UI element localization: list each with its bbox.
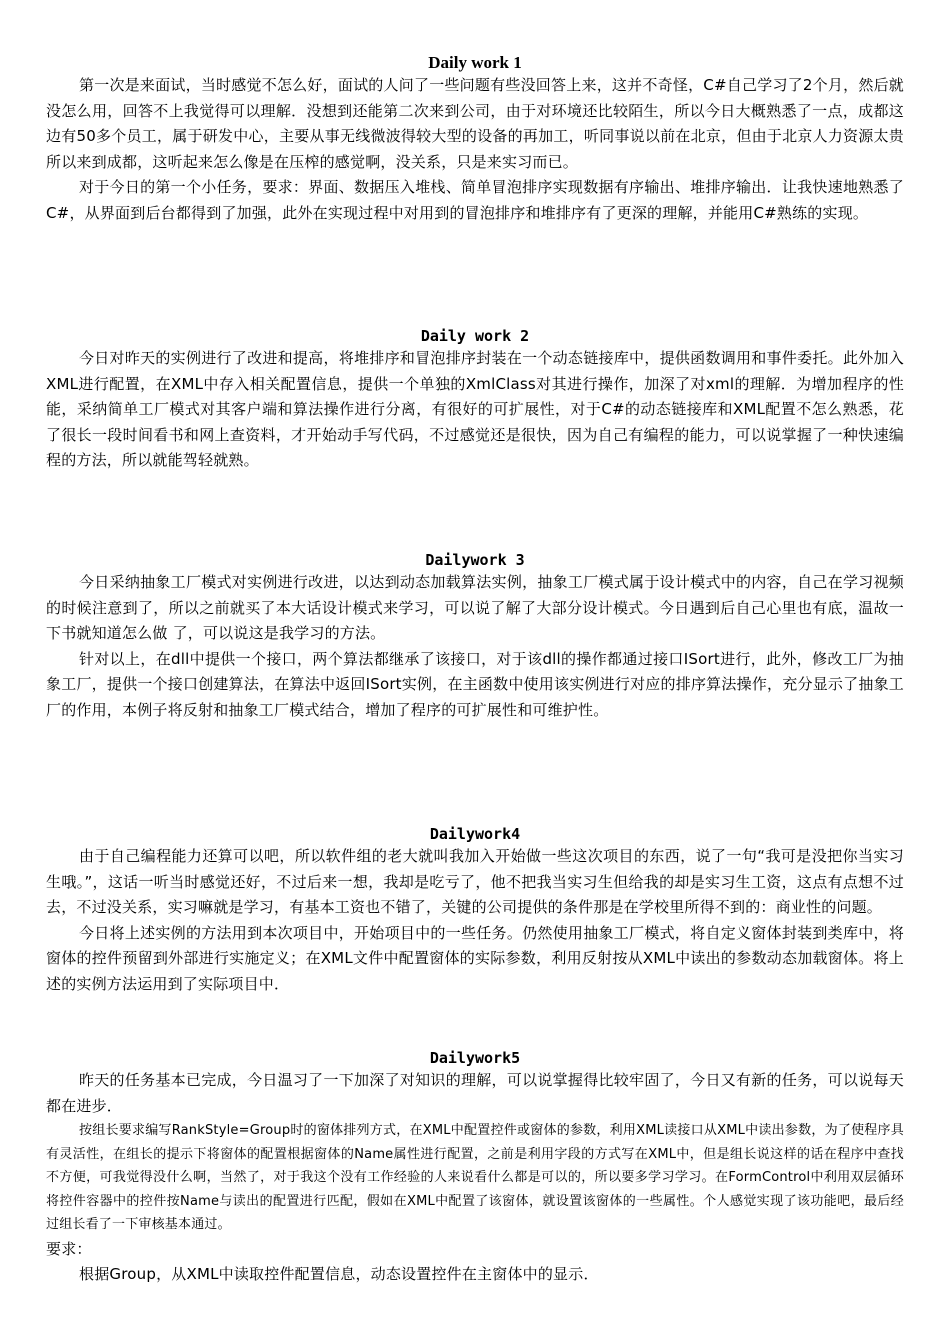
entry-paragraph: 针对以上，在dll中提供一个接口，两个算法都继承了该接口，对于该dll的操作都通过接口ISort进行，此外，修改工厂为抽象工厂，提供一个接口创建算法，在算法中返回ISort实例，在主函数中使用该实例进行对应的排序算法操作，充分显示了抽象工厂的作用，本例子将反射和抽象工厂模式结合，增加了程序的可扩展性和可维护性。 (46, 649, 904, 719)
entry-daily-work-5 (46, 1048, 904, 1288)
entry-daily-work-3 (46, 550, 904, 723)
entry-paragraph: 今日对昨天的实例进行了改进和提高，将堆排序和冒泡排序封装在一个动态链接库中，提供函数调用和事件委托。此外加入XML进行配置，在XML中存入相关配置信息，提供一个单独的XmlClass对其进行操作，加深了对xml的理解．为增加程序的性能，采纳简单工厂模式对其客户端和算法操作进行分离，有很好的可扩展性，对于C#的动态链接库和XML配置不怎么熟悉，花了很长一段时间看书和网上查资料，才开始动手写代码，不过感觉还是很快，因为自己有编程的能力，可以说掌握了一种快速编程的方法，所以就能驾轻就熟。 (46, 349, 904, 469)
entry-paragraph: 昨天的任务基本已完成，今日温习了一下加深了对知识的理解，可以说掌握得比较牢固了，今日又有新的任务，可以说每天都在进步． (46, 1071, 904, 1115)
entry-paragraph: 按组长要求编写RankStyle=Group时的窗体排列方式，在XML中配置控件或窗体的参数，利用XML读接口从XML中读出参数，为了使程序具有灵活性，在组长的提示下将窗体的配置根据窗体的Name属性进行配置，之前是利用字段的方式写在XML中，但是组长说这样的话在程序中查找不方便，可我觉得没什么啊，当然了，对于我这个没有工作经验的人来说看什么都是可以的，所以要多学习学习。在FormControl中利用双层循环将控件容器中的控件按Name与读出的配置进行匹配，假如在XML中配置了该窗体，就设置该窗体的一些属性。个人感觉实现了该功能吧，最后经过组长看了一下审核基本通过。 (46, 1123, 904, 1232)
entry-paragraph: 第一次是来面试，当时感觉不怎么好，面试的人问了一些问题有些没回答上来，这并不奇怪，C#自己学习了2个月，然后就没怎么用，回答不上我觉得可以理解．没想到还能第二次来到公司，由于对环境还比较陌生，所以今日大概熟悉了一点，成都这边有50多个员工，属于研发中心，主要从事无线微波得较大型的设备的再加工，听同事说以前在北京，但由于北京人力资源太贵所以来到成都，这听起来怎么像是在压榨的感觉啊，没关系，只是来实习而已。 (46, 76, 904, 171)
entry-paragraph: 根据Group，从XML中读取控件配置信息，动态设置控件在主窗体中的显示． (79, 1265, 599, 1283)
entry-daily-work-4 (46, 824, 904, 997)
entry-paragraph: 今日将上述实例的方法用到本次项目中，开始项目中的一些任务。仍然使用抽象工厂模式，将自定义窗体封装到类库中，将窗体的控件预留到外部进行实施定义；在XML文件中配置窗体的实际参数，利用反射按从XML中读出的参数动态加载窗体。将上述的实例方法运用到了实际项目中． (46, 923, 904, 993)
entry-paragraph: 今日采纳抽象工厂模式对实例进行改进，以达到动态加载算法实例，抽象工厂模式属于设计模式中的内容，自己在学习视频的时候注意到了，所以之前就买了本大话设计模式来学习，可以说了解了大部分设计模式。今日遇到后自己心里也有底，温故一下书就知道怎么做 了，可以说这是我学习的方法。 (46, 573, 904, 642)
entry-title: Dailywork 3 (425, 551, 525, 569)
entry-title: Daily work 1 (428, 53, 522, 72)
entry-daily-work-2 (46, 326, 904, 474)
requirements-label: 要求： (46, 1239, 92, 1258)
entry-paragraph: 由于自己编程能力还算可以吧，所以软件组的老大就叫我加入开始做一些这次项目的东西，说了一句“我可是没把你当实习生哦。”，这话一听当时感觉还好，不过后来一想，我却是吃亏了，他不把我当实习生但给我的却是实习生工资，这点有点想不过去，不过没关系，实习嘛就是学习，有基本工资也不错了，关键的公司提供的条件那是在学校里所得不到的：商业性的问题。 (46, 847, 904, 916)
entry-title: Dailywork4 (429, 825, 521, 843)
entry-daily-work-1 (46, 53, 904, 226)
entry-paragraph: 对于今日的第一个小任务，要求：界面、数据压入堆栈、简单冒泡排序实现数据有序输出、堆排序输出．让我快速地熟悉了C#，从界面到后台都得到了加强，此外在实现过程中对用到的冒泡排序和堆排序有了更深的理解，并能用C#熟练的实现。 (46, 178, 904, 222)
entry-title: Dailywork5 (429, 1049, 521, 1067)
entry-title: Daily work 2 (420, 327, 530, 345)
